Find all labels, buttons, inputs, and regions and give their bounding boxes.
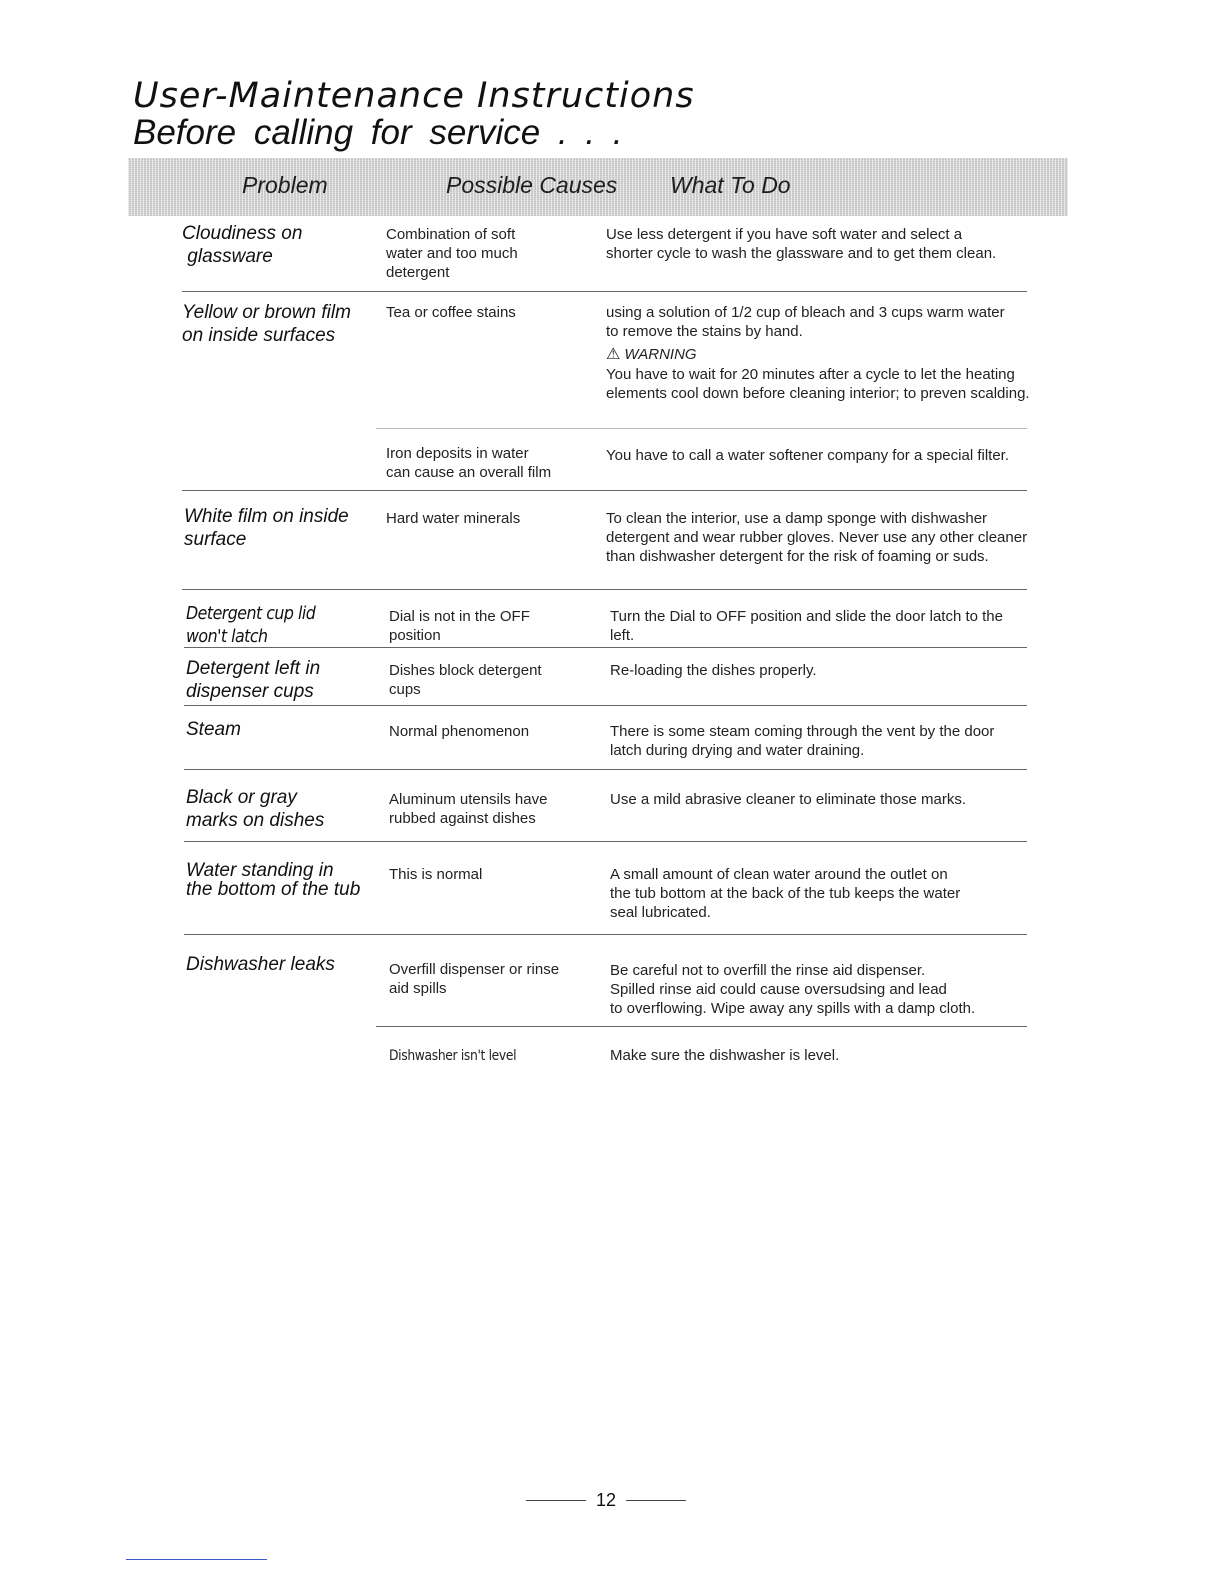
todo-line: There is some steam coming through the vent by the door bbox=[610, 723, 995, 740]
todo-white-film bbox=[606, 509, 1076, 566]
problem-line: marks on dishes bbox=[186, 810, 325, 831]
problem-line: on inside surfaces bbox=[182, 325, 336, 346]
todo-line: than dishwasher detergent for the risk of foaming or suds. bbox=[606, 548, 989, 565]
todo-line: using a solution of 1/2 cup of bleach and 3 cups warm water bbox=[606, 304, 1005, 321]
cause-line: position bbox=[389, 627, 441, 644]
header-what-to-do: What To Do bbox=[670, 172, 791, 198]
problem-water-standing bbox=[186, 861, 360, 899]
page-title: User-Maintenance Instructions bbox=[133, 76, 695, 116]
warning-text bbox=[606, 365, 1076, 403]
warning-label-text: WARNING bbox=[624, 346, 697, 363]
cause-line: Iron deposits in water bbox=[386, 445, 529, 462]
problem-detergent-left bbox=[186, 657, 320, 703]
cause-black-gray-marks bbox=[389, 790, 589, 828]
todo-line: To clean the interior, use a damp sponge with dishwasher bbox=[606, 510, 988, 527]
cause-line: aid spills bbox=[389, 980, 447, 997]
todo-line: to remove the stains by hand. bbox=[606, 323, 803, 340]
todo-steam bbox=[610, 722, 1080, 760]
warning-triangle-icon: ⚠ bbox=[606, 346, 621, 363]
problem-line: Detergent left in bbox=[186, 658, 321, 679]
cause-line: Dishes block detergent bbox=[389, 662, 542, 679]
row-divider bbox=[184, 934, 1027, 935]
cause-line: Hard water minerals bbox=[386, 510, 521, 527]
cause-line: Dial is not in the OFF bbox=[389, 608, 530, 625]
cause-line: cups bbox=[389, 681, 421, 698]
todo-line: seal lubricated. bbox=[610, 904, 711, 921]
problem-line: Black or gray bbox=[186, 787, 297, 808]
todo-line: Make sure the dishwasher is level. bbox=[610, 1047, 840, 1064]
todo-water-standing bbox=[610, 865, 1080, 922]
todo-line: shorter cycle to wash the glassware and to get them clean. bbox=[606, 245, 997, 262]
todo-line: Re-loading the dishes properly. bbox=[610, 662, 817, 679]
cause-overfill bbox=[389, 960, 589, 998]
row-divider bbox=[184, 647, 1027, 648]
problem-black-gray-marks bbox=[186, 786, 324, 832]
todo-detergent-cup-lid bbox=[610, 607, 1080, 645]
header-problem: Problem bbox=[242, 172, 328, 198]
page-number-footer bbox=[526, 1490, 686, 1514]
warning-line: elements cool down before cleaning interior; to preven scalding. bbox=[606, 385, 1030, 402]
problem-white-film bbox=[184, 505, 349, 551]
todo-line: Be careful not to overfill the rinse aid dispenser. bbox=[610, 962, 926, 979]
row-divider bbox=[182, 589, 1027, 590]
cause-line: water and too much bbox=[386, 245, 518, 262]
cause-not-level bbox=[389, 1047, 593, 1066]
cause-white-film bbox=[386, 509, 586, 528]
todo-overfill bbox=[610, 961, 1080, 1018]
problem-line: surface bbox=[184, 529, 247, 550]
footer-rule-right bbox=[626, 1500, 686, 1501]
row-divider bbox=[184, 769, 1027, 770]
problem-line: Steam bbox=[186, 719, 241, 740]
todo-not-level bbox=[610, 1046, 1080, 1065]
cause-line: Combination of soft bbox=[386, 226, 516, 243]
cause-line: Aluminum utensils have bbox=[389, 791, 548, 808]
page-subtitle: Before calling for service . . . bbox=[133, 113, 623, 152]
problem-line: dispenser cups bbox=[186, 681, 314, 702]
todo-line: A small amount of clean water around the outlet on bbox=[610, 866, 948, 883]
todo-black-gray-marks bbox=[610, 790, 1080, 809]
cause-steam bbox=[389, 722, 589, 741]
bottom-link-underline bbox=[126, 1559, 267, 1560]
cause-line: Tea or coffee stains bbox=[386, 304, 516, 321]
todo-line: latch during drying and water draining. bbox=[610, 742, 865, 759]
problem-detergent-cup-lid bbox=[186, 602, 315, 648]
cause-line: Normal phenomenon bbox=[389, 723, 530, 740]
problem-line: won't latch bbox=[186, 626, 268, 647]
problem-line: Water standing in bbox=[186, 860, 334, 881]
row-divider bbox=[184, 705, 1027, 706]
cause-line: can cause an overall film bbox=[386, 464, 552, 481]
todo-cloudiness bbox=[606, 225, 1076, 263]
problem-line: Detergent cup lid bbox=[186, 603, 316, 624]
problem-steam bbox=[186, 718, 241, 741]
row-divider bbox=[182, 490, 1027, 491]
warning-line: You have to wait for 20 minutes after a cycle to let the heating bbox=[606, 366, 1015, 383]
page-number: 12 bbox=[595, 1490, 617, 1510]
problem-line: Dishwasher leaks bbox=[186, 954, 335, 975]
cause-line: Dishwasher isn't level bbox=[389, 1048, 517, 1064]
todo-line: Turn the Dial to OFF position and slide the door latch to the bbox=[610, 608, 1003, 625]
warning-label bbox=[606, 345, 697, 364]
problem-cloudiness bbox=[182, 222, 302, 268]
todo-detergent-left bbox=[610, 661, 1080, 680]
cause-line: This is normal bbox=[389, 866, 483, 883]
problem-line: White film on inside bbox=[184, 506, 349, 527]
cause-yellow-film bbox=[386, 303, 586, 322]
cause-iron-deposits bbox=[386, 444, 586, 482]
todo-line: You have to call a water softener company for a special filter. bbox=[606, 447, 1010, 464]
row-divider bbox=[184, 841, 1027, 842]
problem-line: Cloudiness on bbox=[182, 223, 303, 244]
cause-detergent-left bbox=[389, 661, 589, 699]
cause-line: detergent bbox=[386, 264, 450, 281]
cause-cloudiness bbox=[386, 225, 586, 282]
todo-line: Use less detergent if you have soft water and select a bbox=[606, 226, 963, 243]
todo-line: to overflowing. Wipe away any spills with a damp cloth. bbox=[610, 1000, 976, 1017]
problem-yellow-film bbox=[182, 301, 351, 347]
cause-detergent-cup-lid bbox=[389, 607, 589, 645]
todo-line: detergent and wear rubber gloves. Never use any other cleaner bbox=[606, 529, 1028, 546]
footer-rule-left bbox=[526, 1500, 586, 1501]
row-divider bbox=[376, 428, 1027, 429]
problem-dishwasher-leaks bbox=[186, 953, 335, 976]
problem-line: glassware bbox=[182, 246, 273, 267]
problem-line: the bottom of the tub bbox=[186, 879, 361, 900]
cause-line: Overfill dispenser or rinse bbox=[389, 961, 560, 978]
todo-line: the tub bottom at the back of the tub keeps the water bbox=[610, 885, 961, 902]
todo-line: left. bbox=[610, 627, 635, 644]
cause-line: rubbed against dishes bbox=[389, 810, 536, 827]
todo-line: Spilled rinse aid could cause oversudsing and lead bbox=[610, 981, 947, 998]
todo-iron-deposits bbox=[606, 446, 1076, 465]
row-divider bbox=[182, 291, 1027, 292]
cause-water-standing bbox=[389, 865, 589, 884]
todo-yellow-film bbox=[606, 303, 1076, 341]
header-possible-causes: Possible Causes bbox=[446, 172, 618, 198]
problem-line: Yellow or brown film bbox=[182, 302, 351, 323]
todo-line: Use a mild abrasive cleaner to eliminate those marks. bbox=[610, 791, 966, 808]
row-divider bbox=[376, 1026, 1027, 1027]
